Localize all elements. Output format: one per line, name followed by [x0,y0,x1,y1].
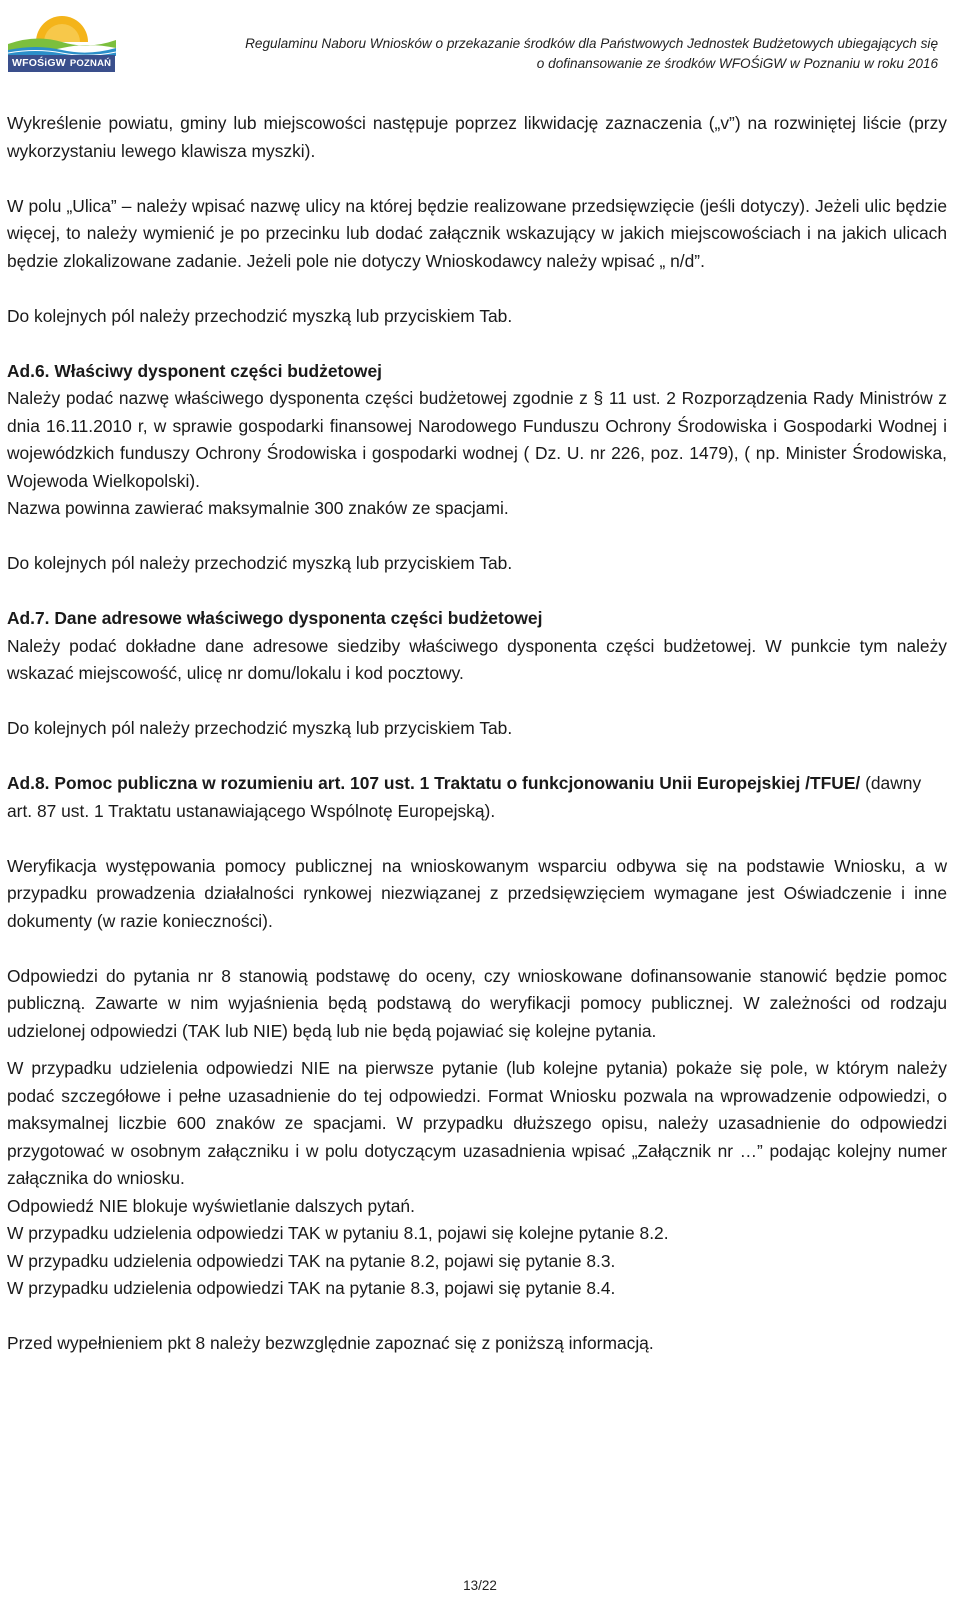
paragraph-tab-navigation: Do kolejnych pól należy przechodzić myszką lub przyciskiem Tab. [7,718,513,738]
document-body [7,110,947,1358]
paragraph-tak-8-2: W przypadku udzielenia odpowiedzi TAK na pytanie 8.2, pojawi się pytanie 8.3. [7,1250,616,1271]
paragraph-answers: Odpowiedzi do pytania nr 8 stanowią podstawę do oceny, czy wnioskowane dofinansowanie stanowić będzie pomoc publiczną. Zawarte w nim wyjaśnienia będą podstawą do weryfikacji pomocy publicznej. W zależności od rodzaju udzielonej odpowiedzi (TAK lub NIE) będą lub nie będą pojawiać się kolejne pytania. [7,965,947,1041]
paragraph-tak-8-3: W przypadku udzielenia odpowiedzi TAK na pytanie 8.3, pojawi się pytanie 8.4. [7,1278,616,1298]
logo-emblem-icon [6,8,118,56]
paragraph-street-field: W polu „Ulica” – należy wpisać nazwę ulicy na której będzie realizowane przedsięwzięcie (jeśli dotyczy). Jeżeli ulic będzie więcej, to należy wymienić je po przecinku lub dodać załącznik wskazujący w jakich miejscowościach i na jakich ulicach będzie zlokalizowane zadanie. Jeżeli pole nie dotyczy Wnioskodawcy należy wpisać „ n/d”. [7,195,947,271]
paragraph-nie-block: Odpowiedź NIE blokuje wyświetlanie dalszych pytań. [7,1195,415,1216]
paragraph-tak-8-1: W przypadku udzielenia odpowiedzi TAK w pytaniu 8.1, pojawi się kolejne pytanie 8.2. [7,1223,669,1243]
paragraph-answer-nie: W przypadku udzielenia odpowiedzi NIE na pierwsze pytanie (lub kolejne pytania) pokaże się pole, w którym należy podać szczegółowe i pełne uzasadnienie do tej odpowiedzi. Format Wniosku pozwala na wprowadzenie odpowiedzi, o maksymalnej liczbie 600 znaków ze spacjami. W przypadku dłuższego opisu, należy uzasadnienie do odpowiedzi przygotować w osobnym załączniku i w polu dotyczącym uzasadnienia wpisać „Załącznik nr …” podając kolejny numer załącznika do wniosku. [7,1058,947,1188]
paragraph-ad6: Należy podać nazwę właściwego dysponenta części budżetowej zgodnie z § 11 ust. 2 Rozporządzenia Rady Ministrów z dnia 16.11.2010 r, w sprawie gospodarki finansowej Narodowego Funduszu Ochrony Środowiska i Gospodarki Wodnej i wojewódzkich funduszy Ochrony Środowiska i gospodarki wodnej ( Dz. U. nr 226, poz. 1479), ( np. Minister Środowiska, Wojewoda Wielkopolski). [7,388,947,491]
paragraph-verification: Weryfikacja występowania pomocy publicznej na wnioskowanym wsparciu odbywa się na podstawie Wniosku, a w przypadku prowadzenia działalności rynkowej niezwiązanej z przedsięwzięciem wymagane jest Oświadczenie i inne dokumenty (w razie konieczności). [7,855,947,931]
section-title-ad6: Ad.6. Właściwy dysponent części budżetowej [7,360,382,381]
section-title-ad8: Ad.8. Pomoc publiczna w rozumieniu art. 107 ust. 1 Traktatu o funkcjonowaniu Unii Europejskiej /TFUE/ (dawny art. 87 ust. 1 Traktatu ustanawiającego Wspólnotę Europejską). [7,773,922,821]
paragraph-ad7: Należy podać dokładne dane adresowe siedziby właściwego dysponenta części budżetowej. W punkcie tym należy wskazać miejscowość, ulicę nr domu/lokalu i kod pocztowy. [7,635,947,683]
page-number: 13/22 [463,1578,497,1593]
section-title-ad7: Ad.7. Dane adresowe właściwego dysponenta części budżetowej [7,608,543,628]
wfosigw-logo [6,8,118,72]
logo-label: WFOŚiGW POZNAŃ [8,55,115,72]
paragraph-ad6-limit: Nazwa powinna zawierać maksymalnie 300 znaków ze spacjami. [7,498,509,518]
paragraph-final-note: Przed wypełnieniem pkt 8 należy bezwzględnie zapoznać się z poniższą informacją. [7,1333,654,1353]
header-title [178,34,938,74]
ad8-note: (dawny art. 87 ust. 1 Traktatu ustanawiającego Wspólnotę Europejską). [7,773,922,821]
header-title-line-1: Regulaminu Naboru Wniosków o przekazanie środków dla Państwowych Jednostek Budżetowych ubiegających się [245,36,938,51]
paragraph-deletion: Wykreślenie powiatu, gminy lub miejscowości następuje poprzez likwidację zaznaczenia („v”) na rozwiniętej liście (przy wykorzystaniu lewego klawisza myszki). [7,113,947,161]
header-title-line-2: o dofinansowanie ze środków WFOŚiGW w Poznaniu w roku 2016 [536,56,938,71]
page-header [0,0,960,80]
paragraph-tab-navigation: Do kolejnych pól należy przechodzić myszką lub przyciskiem Tab. [7,553,513,573]
paragraph-tab-navigation: Do kolejnych pól należy przechodzić myszką lub przyciskiem Tab. [7,305,513,326]
